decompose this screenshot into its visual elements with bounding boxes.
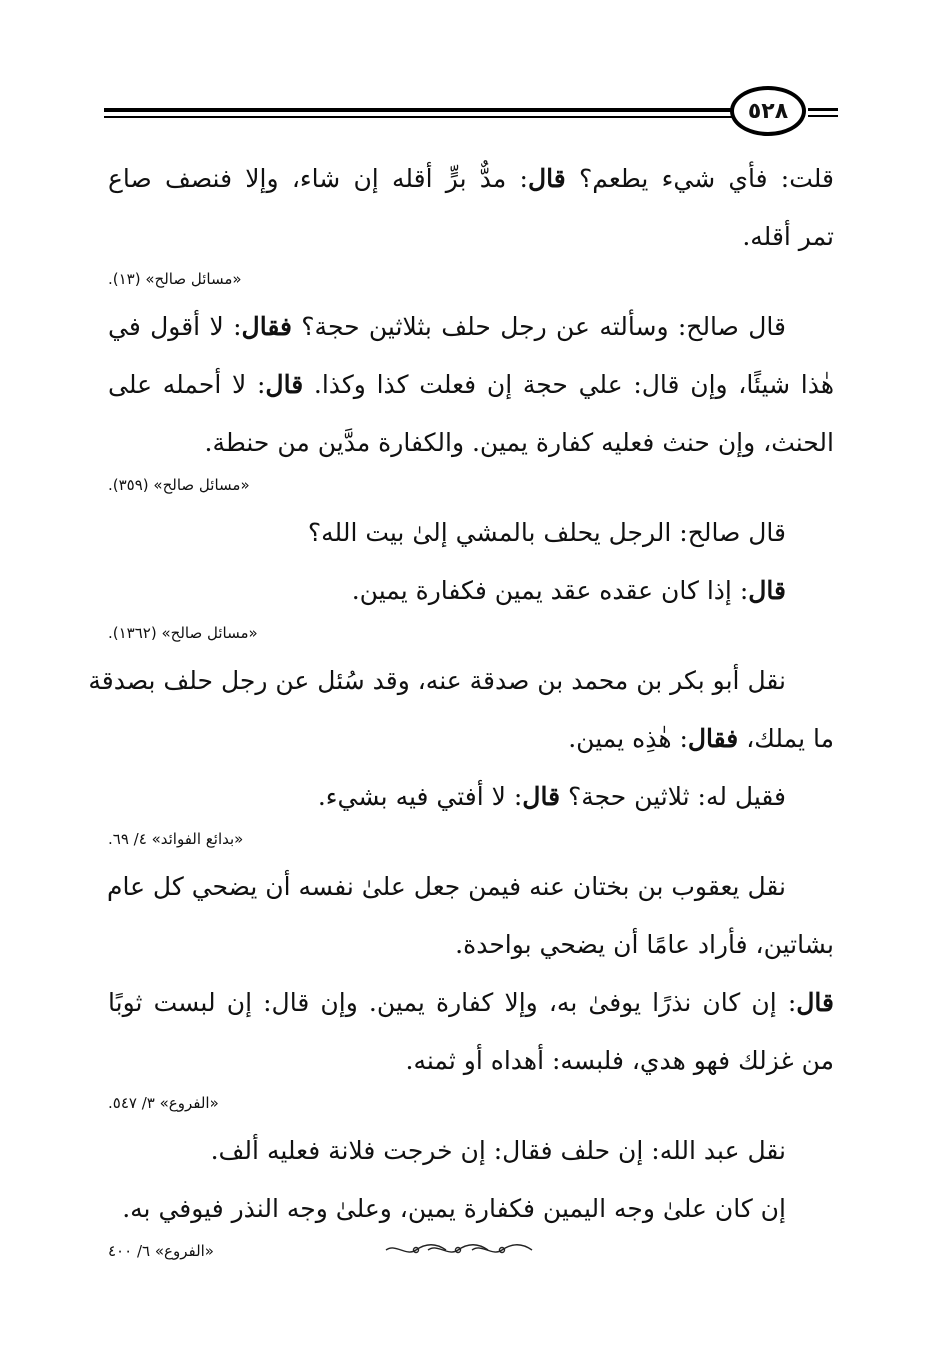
text-line (108, 974, 834, 1032)
text-line: نقل يعقوب بن بختان عنه فيمن جعل علىٰ نفسه أن يضحي كل عام (106, 872, 786, 901)
text-line: بشاتين، فأراد عامًا أن يضحي بواحدة. (455, 930, 834, 959)
text-line (108, 150, 834, 208)
text-run: : مدٌّ برٍّ أقله إن شاء، وإلا فنصف صاع (108, 164, 528, 193)
text-run: : هٰذِه يمين. (568, 724, 688, 753)
source-citation: «مسائل صالح» (١٣٦٢). (108, 624, 258, 642)
source-citation: «الفروع» ٣/ ٥٤٧. (108, 1094, 219, 1112)
text-line (108, 356, 834, 414)
source-citation: «بدائع الفوائد» ٤/ ٦٩. (108, 830, 244, 848)
text-line: الحنث، وإن حنث فعليه كفارة يمين. والكفارة مدَّين من حنطة. (204, 428, 834, 457)
text-run: : لا أقول في (108, 312, 242, 341)
bold-keyword: قال (527, 164, 566, 193)
text-run: ما يملك، (738, 724, 834, 753)
source-citation: «مسائل صالح» (١٣). (108, 270, 242, 288)
header-rule-right-top (808, 108, 838, 111)
header-rule-thick (104, 108, 744, 112)
bold-keyword: قال (522, 782, 561, 811)
text-line (108, 710, 834, 768)
text-run: : لا أحمله على (108, 370, 266, 399)
bold-keyword: قال (748, 576, 786, 605)
page-header (104, 86, 838, 138)
decorative-divider-icon (384, 1243, 534, 1257)
text-line: تمر أقله. (742, 222, 834, 251)
text-run: قال صالح: وسألته عن رجل حلف بثلاثين حجة؟ (291, 312, 786, 341)
header-rule-right-bottom (808, 115, 838, 117)
text-run: : لا أفتي فيه بشيء. (317, 782, 523, 811)
text-line: نقل عبد الله: إن حلف فقال: إن خرجت فلانة فعليه ألف. (210, 1136, 786, 1165)
page-number: ٥٢٨ (730, 86, 806, 136)
text-run: : إذا كان عقده عقد يمين فكفارة يمين. (351, 576, 749, 605)
page-body (88, 150, 834, 1270)
text-run: قلت: فأي شيء يطعم؟ (565, 164, 834, 193)
text-run: : إن كان نذرًا يوفىٰ به، وإلا كفارة يمين. وإن قال: إن لبست ثوبًا (108, 988, 797, 1017)
text-line: قال صالح: الرجل يحلف بالمشي إلىٰ بيت الله؟ (307, 518, 786, 547)
source-citation: «مسائل صالح» (٣٥٩). (108, 476, 250, 494)
text-line: نقل أبو بكر بن محمد بن صدقة عنه، وقد سُئل عن رجل حلف بصدقة (88, 666, 786, 695)
source-citation: «الفروع» ٦/ ٤٠٠ (108, 1242, 214, 1260)
text-run: هٰذا شيئًا، وإن قال: علي حجة إن فعلت كذا وكذا. (303, 370, 834, 399)
text-run: فقيل له: ثلاثين حجة؟ (560, 782, 786, 811)
bold-keyword: فقال (241, 312, 292, 341)
bold-keyword: فقال (687, 724, 739, 753)
text-line (108, 298, 834, 356)
text-line: إن كان علىٰ وجه اليمين فكفارة يمين، وعلىٰ وجه النذر فيوفي به. (122, 1194, 786, 1223)
bold-keyword: قال (796, 988, 834, 1017)
text-line (108, 562, 834, 620)
bold-keyword: قال (265, 370, 304, 399)
text-line: من غزلك فهو هدي، فلبسه: أهداه أو ثمنه. (405, 1046, 834, 1075)
text-line (108, 768, 834, 826)
header-rule-thin (104, 116, 744, 118)
